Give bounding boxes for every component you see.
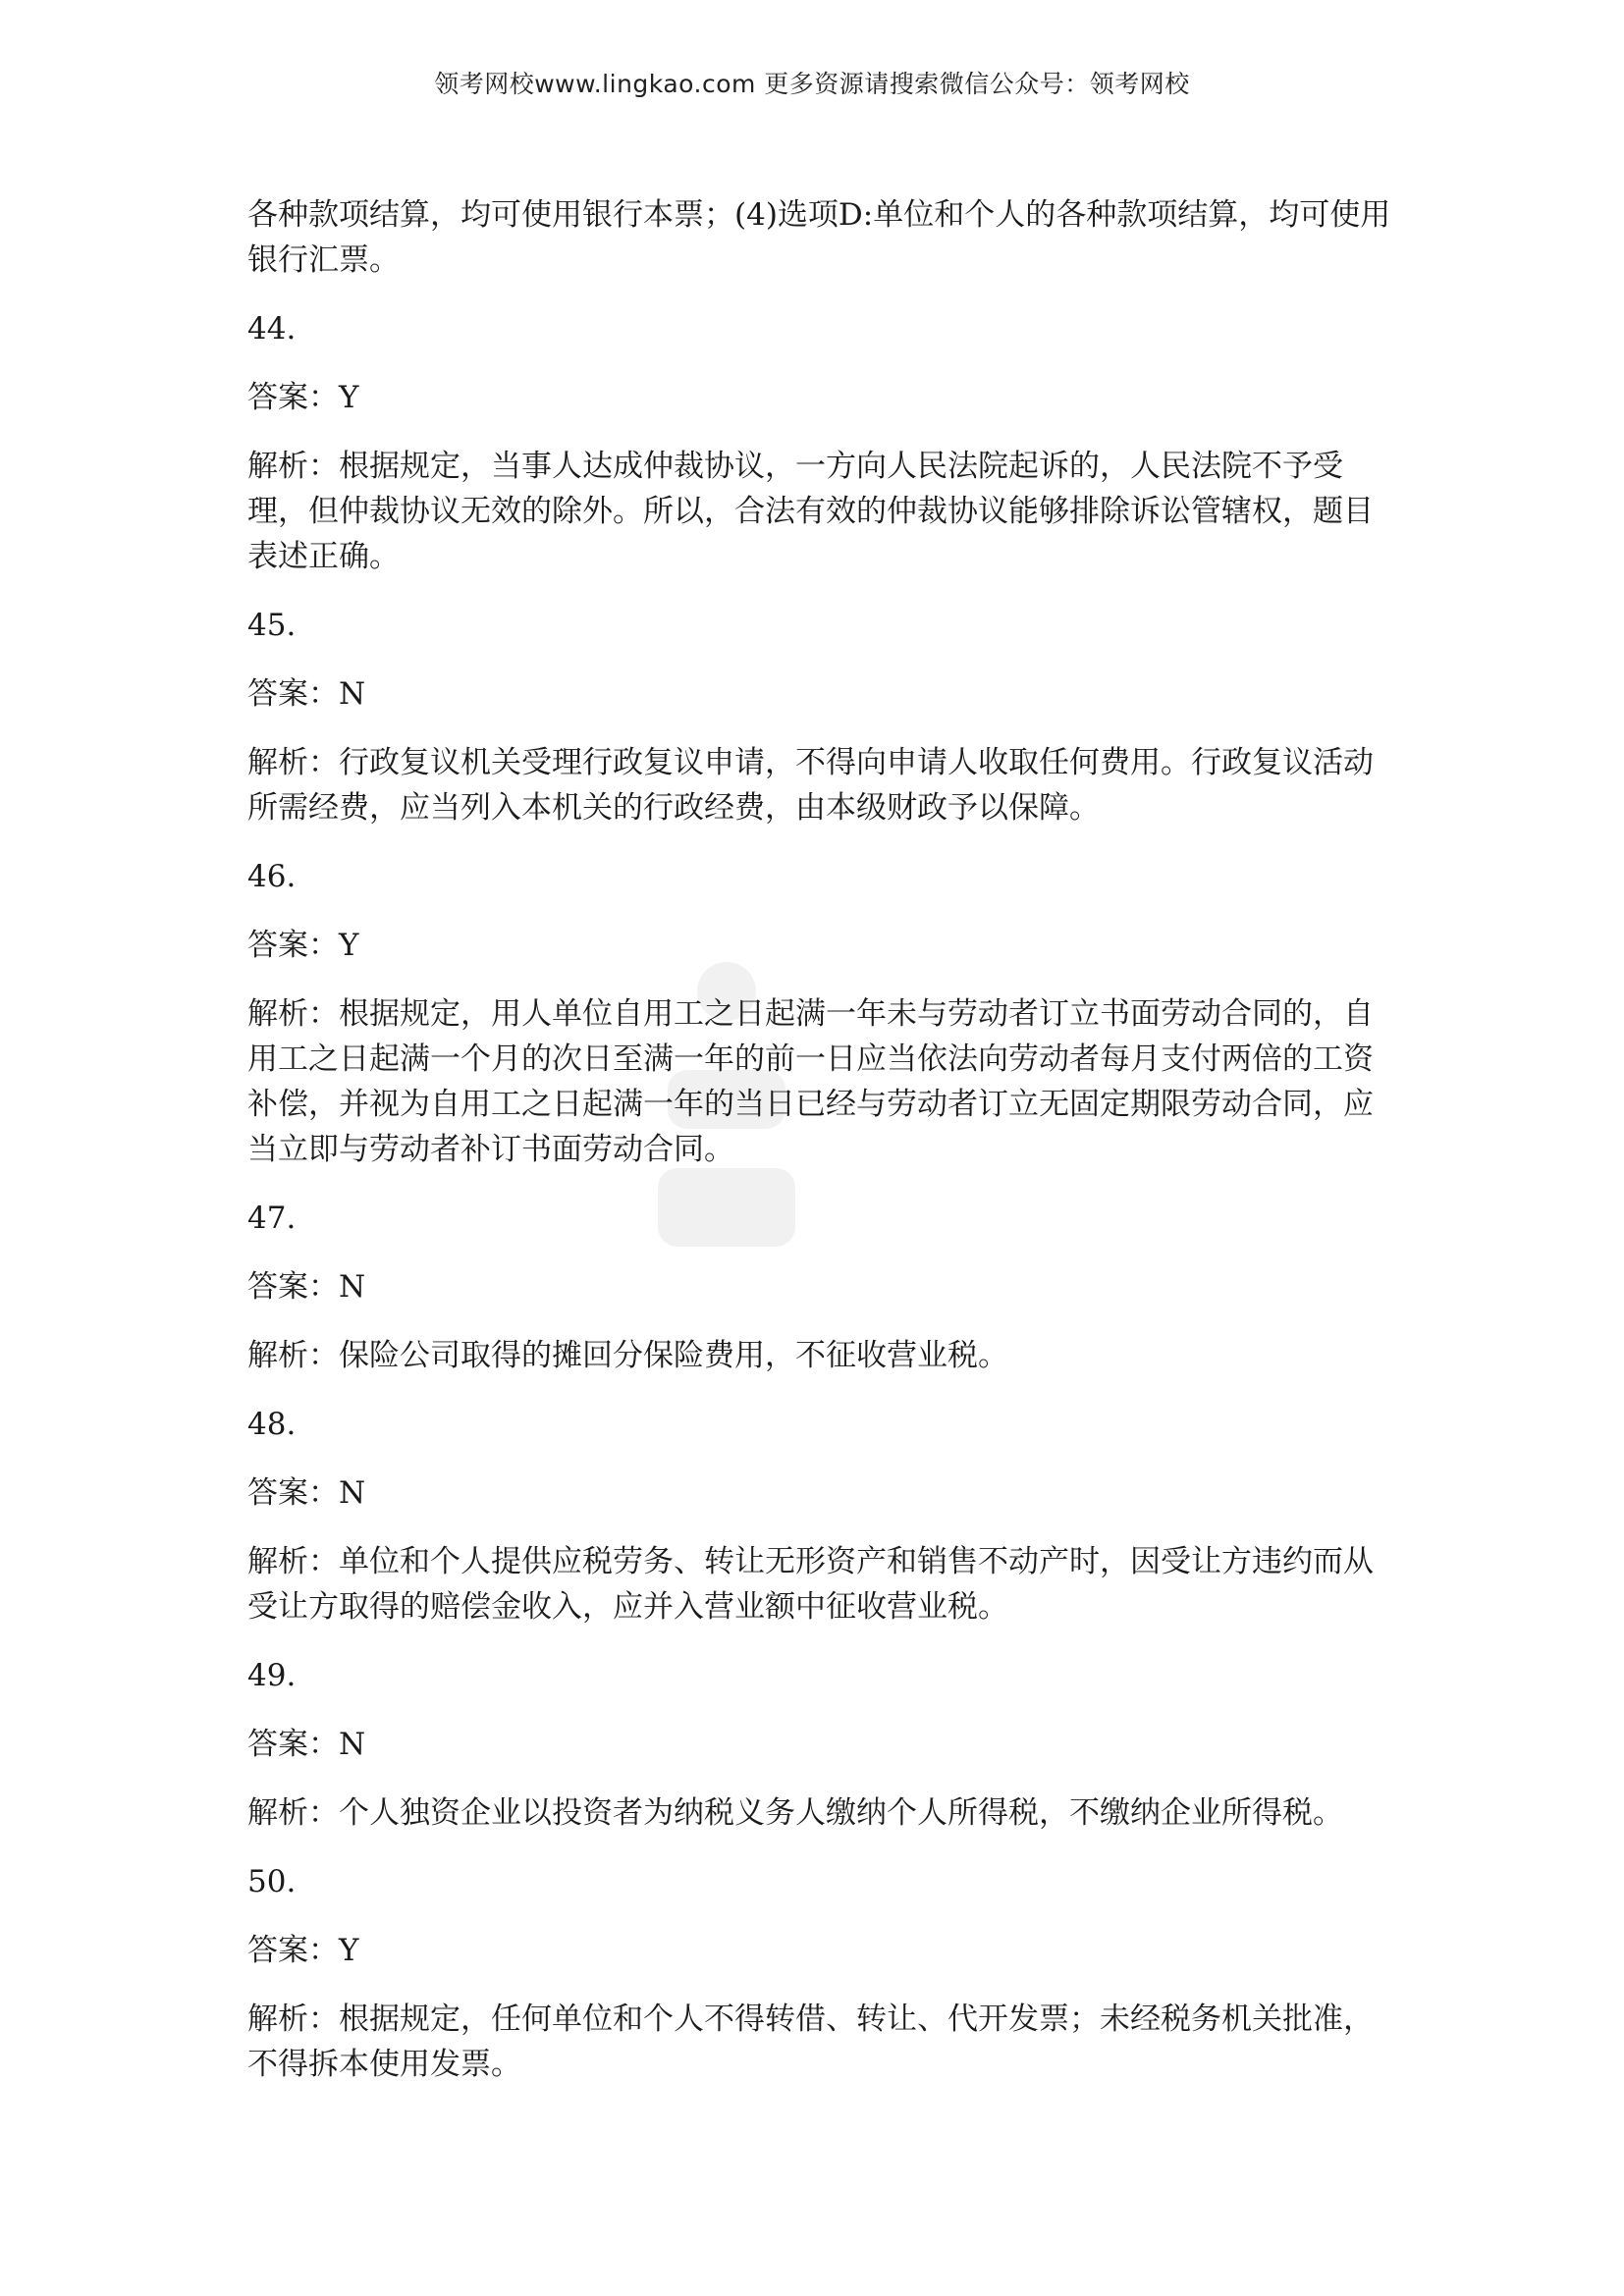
question-number: 44. xyxy=(247,311,297,347)
item-46 xyxy=(247,854,1394,1172)
page-header: 领考网校www.lingkao.com 更多资源请搜索微信公众号：领考网校 xyxy=(434,70,1190,98)
question-number: 48. xyxy=(247,1407,297,1442)
item-49 xyxy=(247,1653,1394,1836)
answer-line: 答案：N xyxy=(247,1475,366,1511)
explanation-paragraph: 解析：行政复议机关受理行政复议申请，不得向申请人收取任何费用。行政复议活动所需经费，应当列入本机关的行政经费，由本级财政予以保障。 xyxy=(247,745,1374,826)
question-number: 50. xyxy=(247,1864,297,1899)
question-number: 49. xyxy=(247,1658,297,1693)
answer-line: 答案：Y xyxy=(247,380,359,415)
question-number: 47. xyxy=(247,1201,297,1236)
document-body xyxy=(247,192,1394,2087)
question-number: 45. xyxy=(247,608,297,643)
explanation-paragraph: 解析：保险公司取得的摊回分保险费用，不征收营业税。 xyxy=(247,1338,1008,1373)
explanation-paragraph: 解析：单位和个人提供应税劳务、转让无形资产和销售不动产时，因受让方违约而从受让方取得的赔偿金收入，应并入营业额中征收营业税。 xyxy=(247,1544,1374,1625)
explanation-paragraph: 解析：个人独资企业以投资者为纳税义务人缴纳个人所得税，不缴纳企业所得税。 xyxy=(247,1795,1343,1831)
answer-line: 答案：N xyxy=(247,1727,366,1762)
explanation-paragraph: 解析：根据规定，当事人达成仲裁协议，一方向人民法院起诉的，人民法院不予受理，但仲裁协议无效的除外。所以，合法有效的仲裁协议能够排除诉讼管辖权，题目表述正确。 xyxy=(247,449,1374,574)
explanation-paragraph: 解析：根据规定，用人单位自用工之日起满一年未与劳动者订立书面劳动合同的，自用工之日起满一个月的次日至满一年的前一日应当依法向劳动者每月支付两倍的工资补偿，并视为自用工之日起满一年的当日已经与劳动者订立无固定期限劳动合同，应当立即与劳动者补订书面劳动合同。 xyxy=(247,996,1374,1167)
explanation-paragraph: 解析：根据规定，任何单位和个人不得转借、转让、代开发票；未经税务机关批准，不得拆本使用发票。 xyxy=(247,2002,1374,2082)
item-45 xyxy=(247,603,1394,830)
question-number: 46. xyxy=(247,859,297,894)
item-50 xyxy=(247,1859,1394,2087)
answer-line: 答案：Y xyxy=(247,928,359,963)
item-47 xyxy=(247,1196,1394,1378)
intro-paragraph: 各种款项结算，均可使用银行本票；(4)选项D:单位和个人的各种款项结算，均可使用银行汇票。 xyxy=(247,197,1391,278)
answer-line: 答案：N xyxy=(247,676,366,712)
item-48 xyxy=(247,1402,1394,1629)
answer-line: 答案：Y xyxy=(247,1933,359,1968)
item-44 xyxy=(247,306,1394,579)
answer-line: 答案：N xyxy=(247,1269,366,1305)
